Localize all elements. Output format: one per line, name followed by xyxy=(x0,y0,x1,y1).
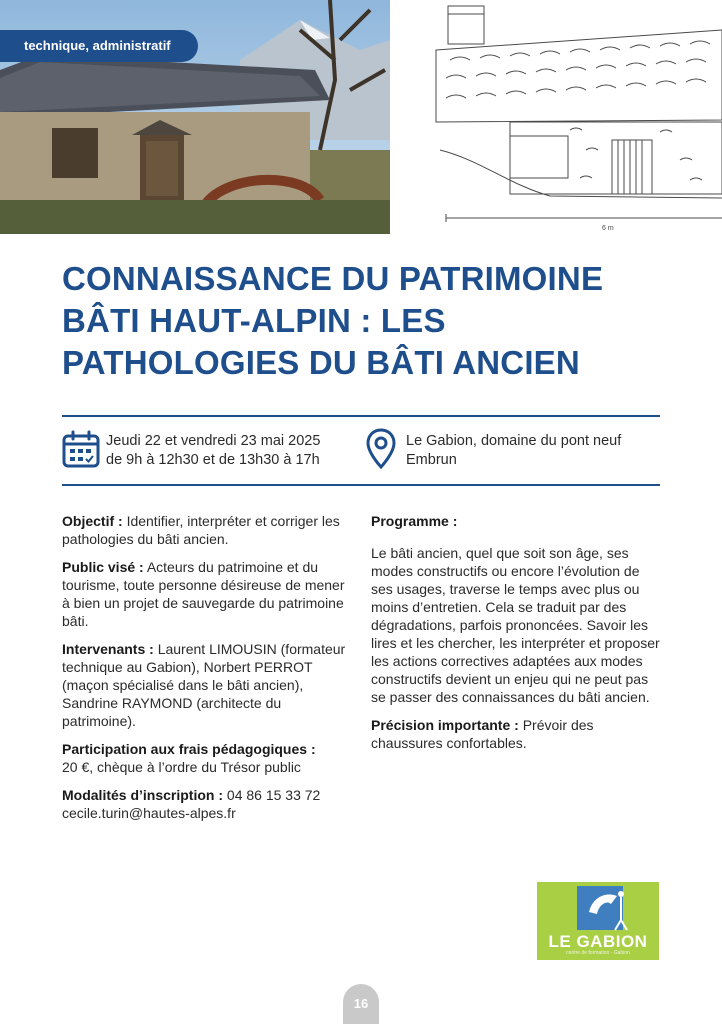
participation-text: 20 €, chèque à l’ordre du Trésor public xyxy=(62,759,301,775)
drawing-scale-label: 6 m xyxy=(602,225,614,232)
participation-label: Participation aux frais pédagogiques : xyxy=(62,741,316,757)
objectif-paragraph xyxy=(62,512,352,548)
precision-paragraph xyxy=(371,716,663,752)
modalites-phone[interactable]: 04 86 15 33 72 xyxy=(226,787,321,803)
page-number: 16 xyxy=(343,984,379,1024)
participation-paragraph xyxy=(62,740,352,776)
logo-emblem-icon xyxy=(537,882,659,932)
event-date xyxy=(106,432,320,470)
intervenants-paragraph xyxy=(62,640,352,730)
left-column xyxy=(62,512,352,832)
right-column xyxy=(371,512,663,762)
page-title xyxy=(62,258,662,384)
title-line-1: CONNAISSANCE DU PATRIMOINE xyxy=(62,260,604,297)
location-pin-icon xyxy=(366,428,396,470)
elevation-drawing xyxy=(390,0,722,234)
event-location xyxy=(406,432,621,470)
modalites-paragraph xyxy=(62,786,352,822)
calendar-icon xyxy=(62,430,100,468)
location-line-1: Le Gabion, domaine du pont neuf xyxy=(406,433,622,449)
modalites-label: Modalités d’inscription : xyxy=(62,787,224,803)
programme-label: Programme : xyxy=(371,513,458,529)
programme-heading xyxy=(371,512,663,530)
house-elevation-sketch xyxy=(390,0,722,234)
public-label: Public visé : xyxy=(62,559,144,575)
modalites-email[interactable]: cecile.turin@hautes-alpes.fr xyxy=(62,805,236,821)
le-gabion-logo xyxy=(537,882,659,960)
location-line-2: Embrun xyxy=(406,452,457,468)
public-text: Acteurs du patrimoine et du tourisme, toute personne désireuse de mener à bien un projet de sauvegarde du patrimoine bâti. xyxy=(62,559,345,629)
date-line-1: Jeudi 22 et vendredi 23 mai 2025 xyxy=(106,433,321,449)
bottom-divider xyxy=(62,484,660,486)
top-divider xyxy=(62,415,660,417)
date-line-2: de 9h à 12h30 et de 13h30 à 17h xyxy=(106,452,320,468)
title-line-2: BÂTI HAUT-ALPIN : LES xyxy=(62,302,446,339)
programme-text: Le bâti ancien, quel que soit son âge, ses modes constructifs ou encore l’évolution de ses usages, traverse le temps avec plus ou moins d’entretien. Cela se traduit par des dégradations, parfois prononcées. Savoir les lires et les chercher, les interpréter et proposer les actions correctives adaptées aux modes constructifs devient un enjeu qui ne peut pas se passer des connaissances du bâti ancien. xyxy=(371,545,660,705)
title-line-3: PATHOLOGIES DU BÂTI ANCIEN xyxy=(62,344,580,381)
intervenants-text: Laurent LIMOUSIN (formateur technique au Gabion), Norbert PERROT (maçon spécialisé dans le bâti ancien), Sandrine RAYMOND (architecte du patrimoine). xyxy=(62,641,346,729)
objectif-label: Objectif : xyxy=(62,513,123,529)
logo-text: LE GABION xyxy=(548,932,648,951)
category-tag: technique, administratif xyxy=(0,30,198,62)
public-paragraph xyxy=(62,558,352,630)
objectif-text: Identifier, interpréter et corriger les pathologies du bâti ancien. xyxy=(62,513,340,547)
logo-tagline: centre de formation · Gabion xyxy=(566,950,630,956)
intervenants-label: Intervenants : xyxy=(62,641,154,657)
precision-text: Prévoir des chaussures confortables. xyxy=(371,717,594,751)
precision-label: Précision importante : xyxy=(371,717,519,733)
